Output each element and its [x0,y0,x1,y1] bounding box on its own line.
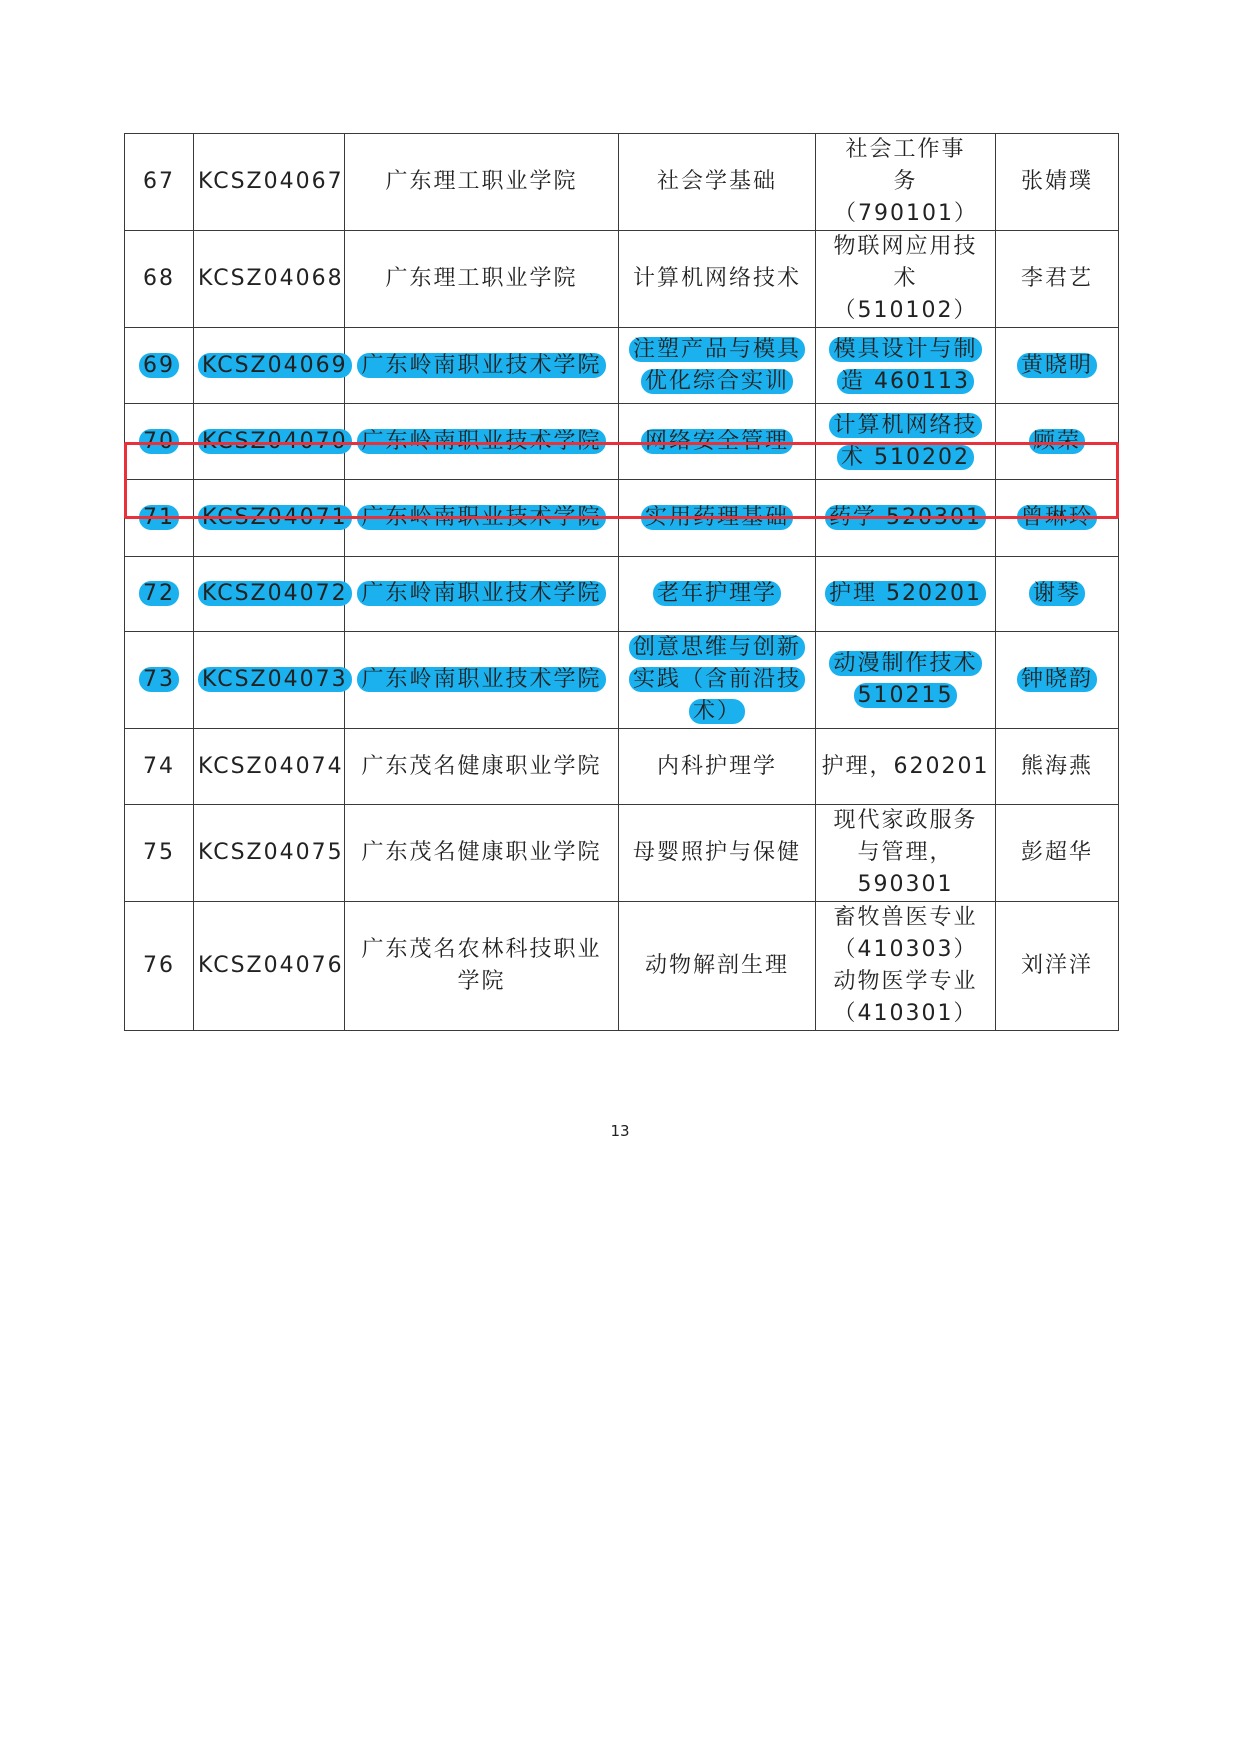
course-code-cell: KCSZ04067 [194,134,345,231]
leader-cell: 曾琳玲 [996,480,1119,557]
school-cell: 广东岭南职业技术学院 [345,557,619,632]
school-cell: 广东岭南职业技术学院 [345,404,619,480]
course-code-cell: KCSZ04074 [194,729,345,805]
row-number-cell: 73 [125,632,194,729]
table-row [125,557,1119,632]
row-number-cell: 75 [125,805,194,902]
school-cell: 广东岭南职业技术学院 [345,480,619,557]
table-row [125,480,1119,557]
page-number: 13 [610,1122,630,1140]
school-cell: 广东理工职业学院 [345,134,619,231]
row-number-cell: 74 [125,729,194,805]
major-cell: 社会工作事务（790101） [816,134,996,231]
leader-cell: 张婧璞 [996,134,1119,231]
course-name-cell: 计算机网络技术 [619,231,816,328]
school-cell: 广东茂名健康职业学院 [345,805,619,902]
row-number-cell: 70 [125,404,194,480]
course-name-cell: 创意思维与创新实践（含前沿技术） [619,632,816,729]
course-code-cell: KCSZ04069 [194,328,345,404]
row-number-cell: 68 [125,231,194,328]
row-number-cell: 69 [125,328,194,404]
course-code-cell: KCSZ04068 [194,231,345,328]
course-name-cell: 内科护理学 [619,729,816,805]
leader-cell: 谢琴 [996,557,1119,632]
school-cell: 广东茂名健康职业学院 [345,729,619,805]
table-row [125,404,1119,480]
table-row [125,729,1119,805]
table-row [125,134,1119,231]
leader-cell: 顾荣 [996,404,1119,480]
table-row [125,231,1119,328]
major-cell: 药学 520301 [816,480,996,557]
leader-cell: 钟晓韵 [996,632,1119,729]
major-cell: 畜牧兽医专业（410303）动物医学专业（410301） [816,902,996,1031]
major-cell: 现代家政服务与管理，590301 [816,805,996,902]
table-row [125,805,1119,902]
school-cell: 广东岭南职业技术学院 [345,328,619,404]
table-row [125,632,1119,729]
major-cell: 计算机网络技术 510202 [816,404,996,480]
course-name-cell: 老年护理学 [619,557,816,632]
course-name-cell: 社会学基础 [619,134,816,231]
row-number-cell: 71 [125,480,194,557]
course-name-cell: 注塑产品与模具优化综合实训 [619,328,816,404]
course-name-cell: 网络安全管理 [619,404,816,480]
course-code-cell: KCSZ04073 [194,632,345,729]
course-code-cell: KCSZ04072 [194,557,345,632]
leader-cell: 彭超华 [996,805,1119,902]
course-name-cell: 实用药理基础 [619,480,816,557]
table-row [125,902,1119,1031]
school-cell: 广东岭南职业技术学院 [345,632,619,729]
course-code-cell: KCSZ04075 [194,805,345,902]
leader-cell: 刘洋洋 [996,902,1119,1031]
row-number-cell: 72 [125,557,194,632]
row-number-cell: 76 [125,902,194,1031]
school-cell: 广东理工职业学院 [345,231,619,328]
course-code-cell: KCSZ04076 [194,902,345,1031]
major-cell: 动漫制作技术 510215 [816,632,996,729]
table-row [125,328,1119,404]
row-number-cell: 67 [125,134,194,231]
leader-cell: 黄晓明 [996,328,1119,404]
leader-cell: 熊海燕 [996,729,1119,805]
major-cell: 物联网应用技术（510102） [816,231,996,328]
major-cell: 护理 520201 [816,557,996,632]
major-cell: 模具设计与制造 460113 [816,328,996,404]
leader-cell: 李君艺 [996,231,1119,328]
course-table [124,133,1119,1031]
course-code-cell: KCSZ04070 [194,404,345,480]
course-code-cell: KCSZ04071 [194,480,345,557]
course-name-cell: 动物解剖生理 [619,902,816,1031]
course-name-cell: 母婴照护与保健 [619,805,816,902]
school-cell: 广东茂名农林科技职业学院 [345,902,619,1031]
major-cell: 护理，620201 [816,729,996,805]
